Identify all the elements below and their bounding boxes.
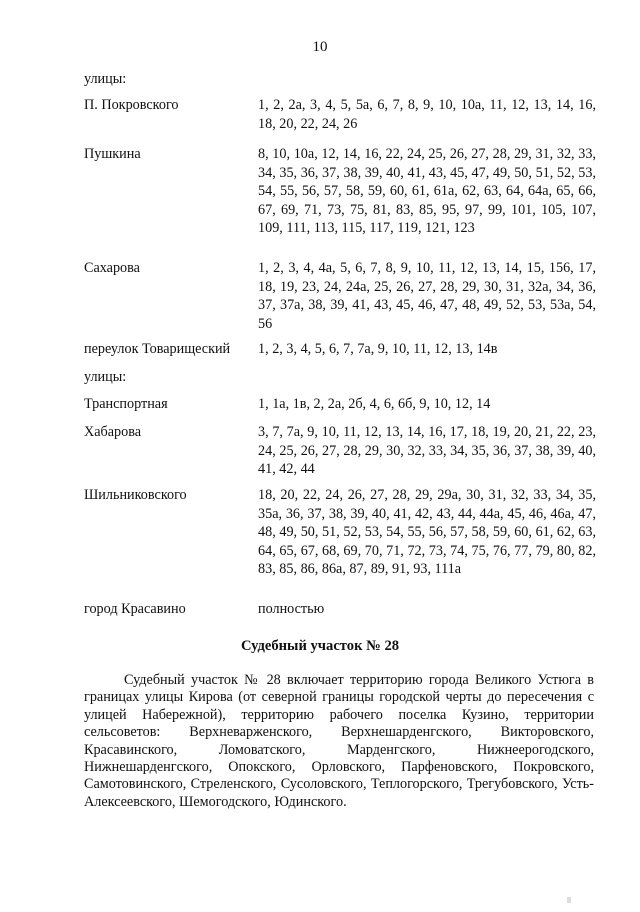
scan-mark bbox=[565, 893, 573, 899]
section-heading: Судебный участок № 28 bbox=[240, 638, 400, 654]
house-numbers: полностью bbox=[258, 601, 325, 617]
street-name: Сахарова bbox=[84, 260, 140, 276]
house-numbers: 1, 2, 3, 4, 4а, 5, 6, 7, 8, 9, 10, 11, 12, 13, 14, 15, 156, 17, 18, 19, 23, 24, 24а, 25, 26, 27, 28, 29, 30, 31, 32а, 34, 36, 37, 37а, 38, 39, 41, 43, 45, 46, 47, 48, 49, 52, 53, 53а, 54, 56 bbox=[258, 260, 596, 332]
section-label-streets: улицы: bbox=[84, 369, 127, 385]
town-name: город Красавино bbox=[84, 601, 186, 617]
body-paragraph bbox=[84, 672, 594, 811]
street-name: Пушкина bbox=[84, 146, 141, 162]
street-name: Хабарова bbox=[84, 424, 142, 440]
house-numbers: 3, 7, 7а, 9, 10, 11, 12, 13, 14, 16, 17, 18, 19, 20, 21, 22, 23, 24, 25, 26, 27, 28, 29, 30, 32, 33, 34, 35, 36, 37, 38, 39, 40, 41, 42, 44 bbox=[258, 424, 596, 478]
section-label-streets: улицы: bbox=[84, 71, 127, 87]
street-name: Транспортная bbox=[84, 396, 168, 412]
page-number: 10 bbox=[312, 39, 328, 55]
street-name: П. Покровского bbox=[84, 97, 179, 113]
house-numbers: 1, 2, 2а, 3, 4, 5, 5а, 6, 7, 8, 9, 10, 10а, 11, 12, 13, 14, 16, 18, 20, 22, 24, 26 bbox=[258, 97, 596, 132]
street-name: Шильниковского bbox=[84, 487, 187, 503]
house-numbers: 1, 1а, 1в, 2, 2а, 2б, 4, 6, 6б, 9, 10, 12, 14 bbox=[258, 396, 491, 412]
street-name: переулок Товарищеский bbox=[84, 341, 231, 357]
house-numbers: 18, 20, 22, 24, 26, 27, 28, 29, 29а, 30, 31, 32, 33, 34, 35, 35а, 36, 37, 38, 39, 40, 41, 42, 43, 44, 44а, 45, 46, 46а, 47, 48, 49, 50, 51, 52, 53, 54, 55, 56, 57, 58, 59, 60, 61, 62, 63, 64, 65, 67, 68, 69, 70, 71, 72, 73, 74, 75, 76, 77, 79, 80, 82, 83, 85, 86, 86а, 87, 89, 91, 93, 111а bbox=[258, 487, 596, 578]
house-numbers: 8, 10, 10а, 12, 14, 16, 22, 24, 25, 26, 27, 28, 29, 31, 32, 33, 34, 35, 36, 37, 38, 39, 40, 41, 43, 45, 47, 49, 50, 51, 52, 53, 54, 55, 56, 57, 58, 59, 60, 61, 61а, 62, 63, 64, 64а, 65, 66, 67, 69, 71, 73, 75, 81, 83, 85, 95, 97, 99, 101, 105, 107, 109, 111, 113, 115, 117, 119, 121, 123 bbox=[258, 146, 596, 237]
house-numbers: 1, 2, 3, 4, 5, 6, 7, 7а, 9, 10, 11, 12, 13, 14в bbox=[258, 341, 498, 357]
paragraph-text: Судебный участок № 28 включает территорию города Великого Устюга в границах улицы Кирова (от северной границы городской черты до пересечения с улицей Набережной), территорию рабочего поселка Кузино, территории сельсоветов: Верхневарженского, Верхнешарденгского, Викторовского, Красавинского, Ломоватского, Марденгского, Нижнеерогодского, Нижнешарденгского, Опокского, Орловского, Парфеновского, Покровского, Самотовинского, Стреленского, Сусоловского, Теплогорского, Трегубовского, Усть-Алексеевского, Шемогодского, Юдинского. bbox=[84, 672, 594, 810]
